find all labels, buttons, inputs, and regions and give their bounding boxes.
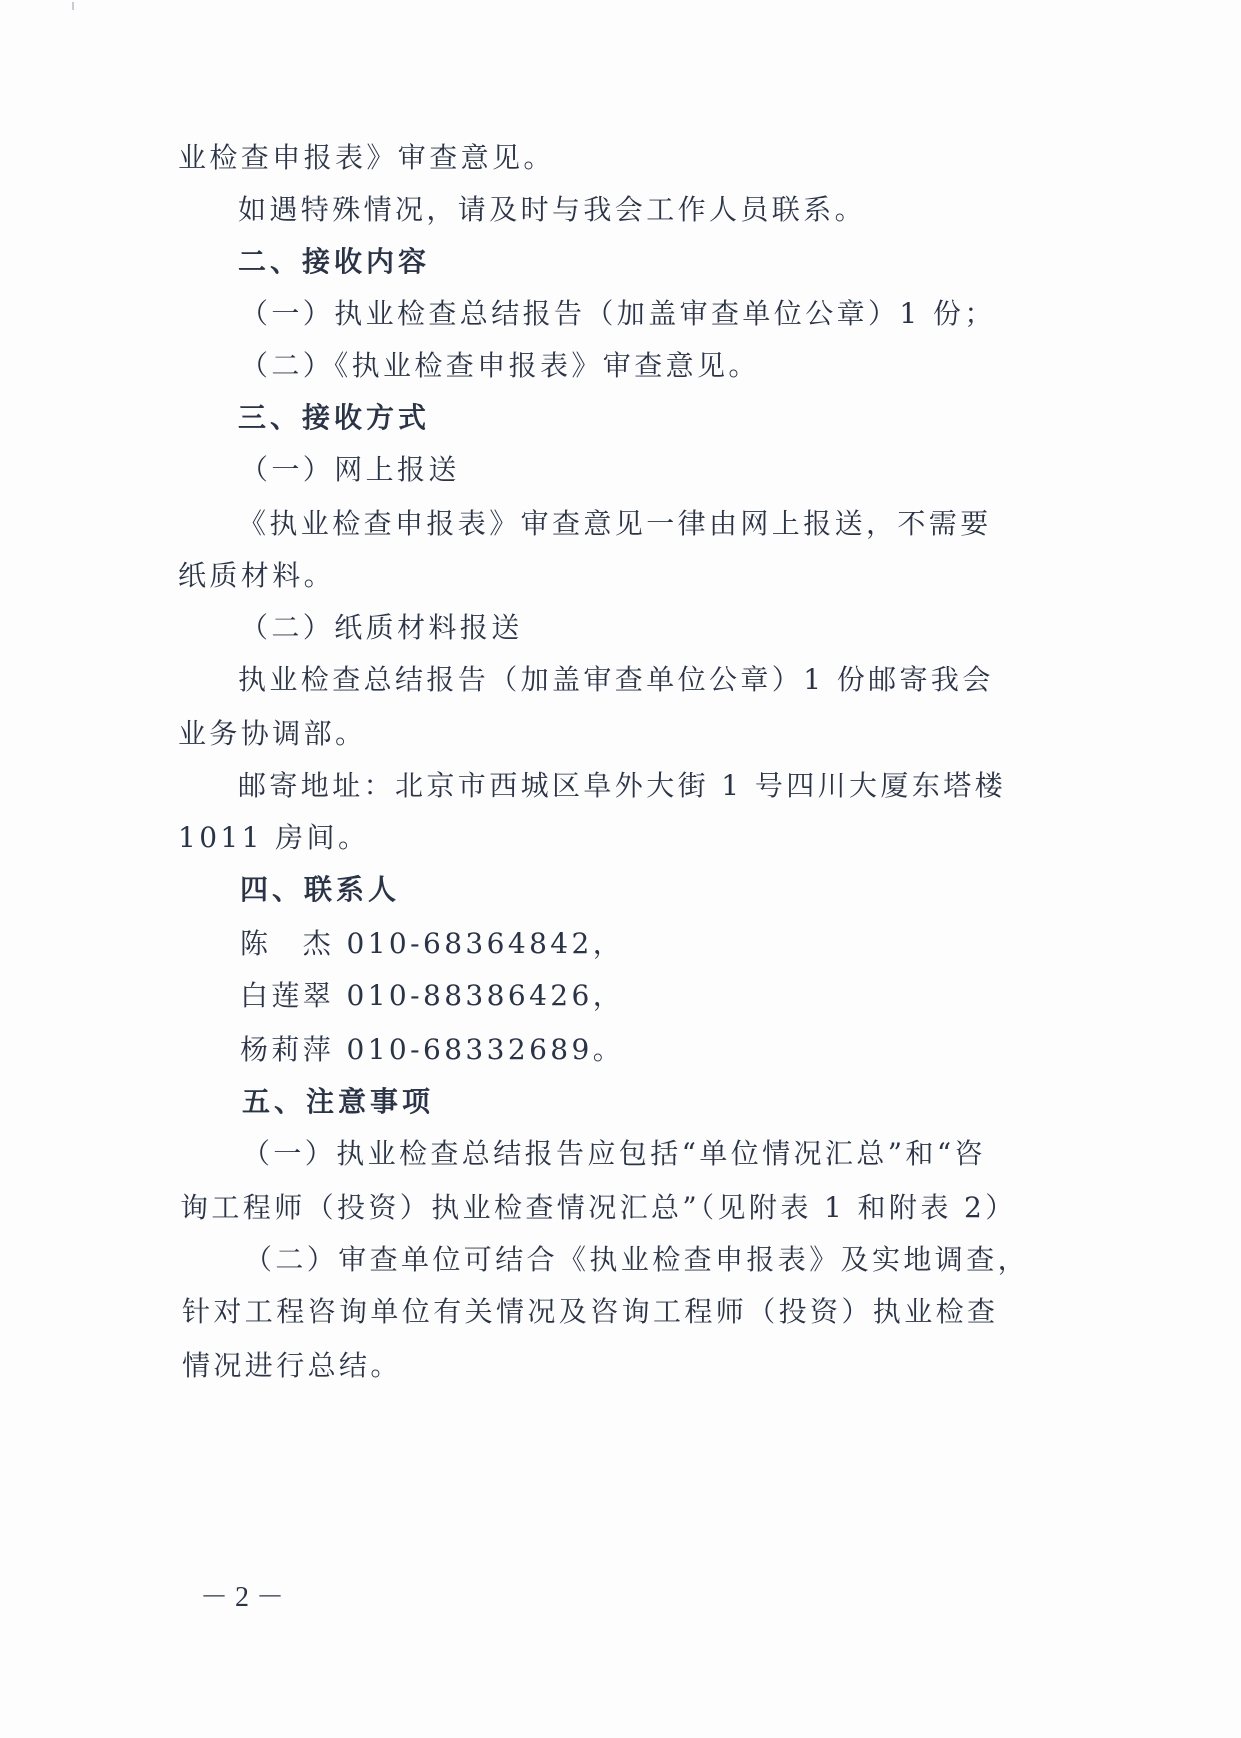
section-heading-4: 四、联系人	[240, 873, 401, 906]
body-line-10: （二）纸质材料报送	[240, 611, 523, 644]
body-line-2: 如遇特殊情况，请及时与我会工作人员联系。	[238, 193, 867, 226]
body-line-21: 询工程师（投资）执业检查情况汇总”（见附表 1 和附表 2）	[180, 1191, 1017, 1224]
contact-line-2: 白莲翠 010-88386426，	[240, 979, 625, 1012]
body-line-7: （一）网上报送	[240, 453, 460, 486]
body-line-11: 执业检查总结报告（加盖审查单位公章）1 份邮寄我会	[238, 663, 994, 696]
body-line-5: （二）《执业检查申报表》审查意见。	[240, 349, 760, 382]
body-line-23: 针对工程咨询单位有关情况及咨询工程师（投资）执业检查	[182, 1295, 999, 1328]
contact-line-1: 陈 杰 010-68364842，	[240, 927, 625, 960]
scan-speck	[72, 2, 74, 10]
body-line-4: （一）执业检查总结报告（加盖审查单位公章）1 份；	[240, 297, 996, 330]
page-number: － 2 －	[200, 1582, 285, 1613]
section-heading-5: 五、注意事项	[242, 1085, 435, 1118]
body-line-13: 邮寄地址：北京市西城区阜外大街 1 号四川大厦东塔楼	[238, 769, 1007, 802]
section-heading-2: 二、接收内容	[238, 245, 431, 278]
body-line-22: （二）审查单位可结合《执业检查申报表》及实地调查，	[244, 1243, 1030, 1276]
body-line-12: 业务协调部。	[178, 717, 367, 750]
contact-line-3: 杨莉萍 010-68332689。	[240, 1033, 625, 1066]
body-line-14: 1011 房间。	[178, 821, 370, 854]
body-line-20: （一）执业检查总结报告应包括“单位情况汇总”和“咨	[242, 1137, 986, 1170]
body-line-8: 《执业检查申报表》审查意见一律由网上报送，不需要	[238, 507, 992, 540]
body-line-1: 业检查申报表》审查意见。	[178, 141, 555, 174]
section-heading-3: 三、接收方式	[238, 401, 431, 434]
body-line-24: 情况进行总结。	[182, 1349, 402, 1382]
body-line-9: 纸质材料。	[178, 559, 336, 592]
